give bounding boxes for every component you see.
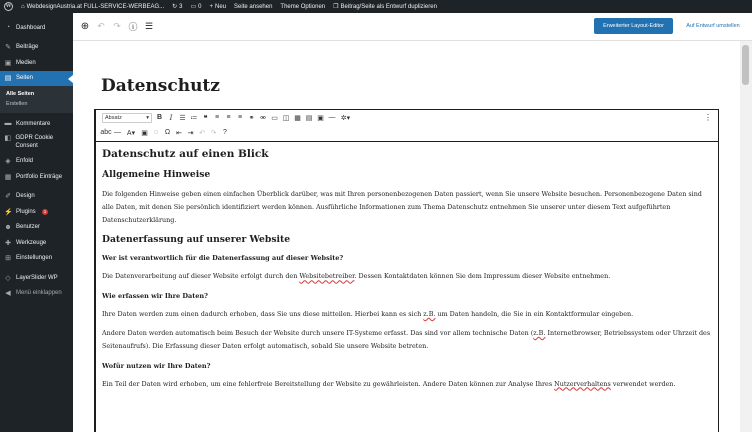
heading-1: Datenschutz auf einen Blick — [102, 148, 269, 160]
quote-icon[interactable]: ❝ — [203, 114, 208, 122]
bold-icon[interactable]: B — [156, 114, 163, 121]
sidebar-item-portfolio[interactable]: ▦ Portfolio Einträge — [4, 173, 63, 181]
help-icon[interactable]: ? — [223, 129, 227, 136]
format-select[interactable]: Absatz ▾ — [102, 113, 152, 123]
gdpr-icon: ◧ — [4, 134, 12, 142]
updates-menu[interactable]: ↻ 3 — [172, 3, 183, 10]
paragraph-responsible: Die Datenverarbeitung auf dieser Website erfolgt durch den Websitebetreiber. Dessen Kontaktdaten können Sie dem Impressum dieser Website entnehmen. — [102, 272, 611, 281]
unlink-icon[interactable]: ⚮ — [260, 114, 266, 122]
paragraph-how-2: Andere Daten werden automatisch beim Besuch der Website durch unsere IT-Systeme erfasst. Das sind vor allem technische Daten (z.B. Internetbrowser, Betriebssystem oder Uhrzeit des Seitenaufrufs). Die Erfassung dieser Daten erfolgt automatisch, sobald Sie unsere Website betreten. — [102, 328, 711, 350]
shortcode-icon[interactable]: ▣ — [317, 114, 324, 122]
dashboard-icon: ◔ — [5, 24, 11, 32]
add-block-icon[interactable]: ⊕ — [80, 21, 90, 32]
paste-text-icon[interactable]: ▣ — [141, 129, 148, 137]
new-content-menu[interactable]: + Neu — [209, 3, 227, 10]
heading-collection: Datenerfassung auf unserer Website — [102, 234, 291, 246]
redo-icon[interactable]: ↷ — [113, 21, 121, 31]
heading-responsible: Wer ist verantwortlich für die Datenerfassung auf dieser Website? — [102, 254, 344, 263]
sidebar-item-gdpr[interactable]: ◧ GDPR Cookie Consent — [4, 134, 54, 149]
info-icon[interactable]: ⓘ — [128, 22, 138, 32]
pin-icon: ✎ — [5, 44, 11, 52]
submenu-all-pages[interactable]: Alle Seiten — [6, 91, 35, 97]
media-icon: ▣ — [4, 59, 12, 67]
magic-wand-icon[interactable]: ✲▾ — [340, 114, 351, 122]
comments-menu[interactable]: ▭ 0 — [190, 3, 202, 10]
undo-icon[interactable]: ↶ — [97, 21, 105, 31]
heading-how: Wie erfassen wir Ihre Daten? — [102, 292, 208, 301]
sidebar-item-plugins[interactable]: ⚡ Plugins 1 — [4, 208, 47, 216]
view-page-link[interactable]: Seite ansehen — [234, 3, 273, 10]
collapse-icon: ◀ — [5, 290, 11, 298]
outdent-icon[interactable]: ⇤ — [176, 129, 182, 137]
align-left-icon[interactable]: ≡ — [214, 114, 220, 121]
editor-topbar — [73, 13, 752, 41]
sidebar-item-tools[interactable]: ✚ Werkzeuge — [5, 239, 47, 247]
comments-icon: ▬ — [4, 120, 12, 128]
chevron-down-icon: ▾ — [146, 114, 149, 121]
submenu-create[interactable]: Erstellen — [6, 101, 28, 107]
collapse-menu-button[interactable]: ◀ Menü einklappen — [5, 290, 62, 298]
plugins-update-badge: 1 — [43, 208, 47, 214]
editor-content — [73, 41, 740, 432]
bullet-list-icon[interactable]: ☰ — [179, 114, 186, 122]
undo-toolbar-icon[interactable]: ↶ — [199, 129, 205, 137]
plus-icon: + — [209, 3, 214, 10]
brush-icon: ✐ — [5, 193, 11, 201]
admin-sidebar — [0, 13, 73, 432]
sidebar-item-settings[interactable]: ⊞ Einstellungen — [5, 255, 53, 263]
list-view-icon[interactable]: ☰ — [144, 21, 154, 31]
indent-icon[interactable]: ⇥ — [187, 129, 194, 137]
numbered-list-icon[interactable]: ≔ — [190, 114, 198, 122]
pages-submenu — [0, 86, 73, 113]
sidebar-item-users[interactable]: ☻ Benutzer — [4, 223, 41, 231]
insert-media-icon[interactable]: ◫ — [282, 114, 290, 122]
users-icon: ☻ — [4, 223, 12, 231]
layers-icon: ◇ — [5, 274, 11, 282]
switch-to-draft-button[interactable]: Auf Entwurf umstellen — [686, 23, 740, 29]
more-options-icon[interactable]: ⋮ — [704, 113, 712, 122]
duplicate-icon: ❐ — [333, 4, 339, 10]
editor-body[interactable] — [96, 142, 718, 390]
wp-logo-menu[interactable] — [0, 0, 17, 13]
page-title[interactable]: Datenschutz — [101, 76, 220, 96]
italic-icon[interactable]: I — [169, 113, 173, 122]
updates-icon: ↻ — [172, 4, 178, 10]
paragraph-general: Die folgenden Hinweise geben einen einfachen Überblick darüber, was mit Ihren personenbezogenen Daten passiert, wenn Sie unsere Website besuchen. Personenbezogene Daten sind alle Daten, mit denen Sie persönlich identifiziert werden können. Ausführliche Informationen zum Thema Datenschutz entnehmen Sie unserer unter diesem Text aufgeführten Datenschutzerklärung. — [102, 190, 702, 224]
gallery-icon[interactable]: ▤ — [305, 114, 313, 122]
plugin-icon: ⚡ — [4, 208, 13, 216]
page-scrollbar[interactable] — [740, 41, 752, 432]
wrench-icon: ✚ — [5, 239, 11, 247]
sidebar-item-media[interactable]: ▣ Medien — [4, 59, 36, 67]
sidebar-item-dashboard[interactable]: ◔ Dashboard — [5, 24, 46, 32]
paragraph-how-1: Ihre Daten werden zum einen dadurch erhoben, dass Sie uns diese mitteilen. Hierbei kann es sich z.B. um Daten handeln, die Sie in ein Kontaktformular eingeben. — [102, 310, 634, 319]
paragraph-why: Ein Teil der Daten wird erhoben, um eine fehlerfreie Bereitstellung der Website zu gewährleisten. Andere Daten können zur Analyse Ihres Nutzerverhaltens verwendet werden. — [102, 379, 676, 388]
table-icon[interactable]: ▦ — [294, 114, 301, 122]
align-right-icon[interactable]: ≡ — [237, 114, 243, 121]
enfold-icon: ◈ — [5, 158, 11, 166]
classic-toolbar — [96, 110, 718, 142]
read-more-icon[interactable]: ▭ — [271, 114, 278, 122]
advanced-layout-editor-button[interactable]: Erweiterter Layout-Editor — [594, 18, 673, 34]
theme-options-link[interactable]: Theme Optionen — [280, 3, 326, 10]
sidebar-item-comments[interactable]: ▬ Kommentare — [4, 120, 51, 128]
sidebar-item-layerslider[interactable]: ◇ LayerSlider WP — [5, 274, 58, 282]
align-center-icon[interactable]: ≡ — [226, 114, 231, 121]
pages-icon: ▤ — [4, 75, 12, 83]
wordpress-logo-icon: W — [5, 3, 12, 9]
duplicate-draft-link[interactable]: ❐ Beitrag/Seite als Entwurf duplizieren — [333, 3, 437, 10]
heading-why: Wofür nutzen wir Ihre Daten? — [102, 361, 211, 370]
site-name-menu[interactable]: ⌂ WebdesignAustria.at FULL-SERVICE-WERBEAG... — [21, 3, 165, 10]
sidebar-item-pages[interactable]: ▤ Seiten — [0, 71, 73, 87]
link-icon[interactable]: ⚭ — [248, 114, 255, 122]
horizontal-line-icon[interactable]: — — [114, 129, 121, 136]
home-icon: ⌂ — [21, 3, 25, 10]
sidebar-item-design[interactable]: ✐ Design — [5, 193, 35, 201]
portfolio-icon: ▦ — [4, 173, 12, 181]
heading-general: Allgemeine Hinweise — [102, 169, 211, 180]
horizontal-rule-icon[interactable]: — — [328, 114, 336, 121]
redo-toolbar-icon[interactable]: ↷ — [210, 129, 217, 137]
clear-formatting-icon[interactable]: ◌ — [153, 129, 159, 136]
sidebar-item-enfold[interactable]: ◈ Enfold — [5, 158, 34, 166]
scrollbar-thumb[interactable] — [742, 45, 749, 85]
settings-icon: ⊞ — [5, 255, 11, 263]
comment-icon: ▭ — [190, 4, 197, 10]
special-character-icon[interactable]: Ω — [164, 129, 171, 136]
strikethrough-icon[interactable]: abc — [100, 129, 112, 136]
text-color-icon[interactable]: A▾ — [126, 129, 136, 137]
admin-bar — [0, 0, 752, 13]
sidebar-item-posts[interactable]: ✎ Beiträge — [5, 44, 39, 52]
classic-block — [94, 109, 719, 432]
